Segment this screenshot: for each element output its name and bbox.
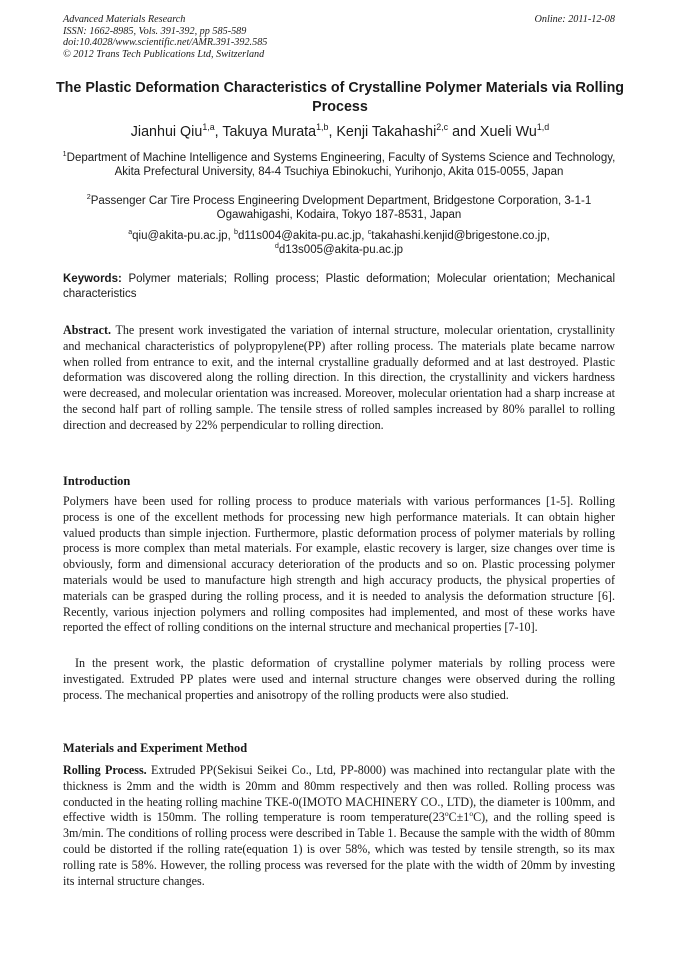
rolling-process-paragraph: [63, 763, 615, 889]
author-name: Kenji Takahashi: [336, 124, 437, 140]
email-link[interactable]: qiu@akita-pu.ac.jp: [132, 230, 228, 242]
keywords: [63, 272, 615, 302]
abstract-text: The present work investigated the variation of internal structure, molecular orientation, crystallinity and mechanical characteristics of polypropylene(PP) after rolling process. The materials plate became narrow when rolled from entrance to exit, and the internal crystalline gradually deformed and at last destroyed. Plastic deformation was discovered along the rolling direction. In this direction, the crystallinity and vickers hardness were decreased, and molecular orientation was increased. Moreover, molecular orientation had a sharp increase at the second half part of rolling sample. The tensile stress of rolled samples increased by 80% parallel to rolling direction and decreased by 22% perpendicular to rolling direction.: [63, 323, 615, 432]
keywords-label: Keywords:: [63, 273, 122, 285]
email-mark: d: [274, 242, 279, 251]
section-heading-materials: Materials and Experiment Method: [63, 741, 248, 755]
email-mark: c: [367, 228, 372, 237]
journal-name: Advanced Materials Research: [63, 14, 186, 25]
abstract: [63, 323, 615, 434]
affiliation-text: Passenger Car Tire Process Engineering Dvelopment Department, Bridgestone Corporation, 3-1-1 Ogawahigashi, Kodaira, Tokyo 187-8531, Japan: [90, 195, 592, 222]
affiliation-mark: 1: [62, 150, 67, 159]
email-mark: a: [128, 228, 133, 237]
rolling-process-label: Rolling Process.: [63, 763, 147, 777]
journal-issn: ISSN: 1662-8985, Vols. 391-392, pp 585-589: [63, 25, 247, 37]
email-mark: b: [233, 228, 238, 237]
rolling-text: C±1: [448, 810, 470, 825]
keywords-text: Polymer materials; Rolling process; Plastic deformation; Molecular orientation; Mechanical characteristics: [63, 273, 615, 300]
abstract-label: Abstract.: [63, 323, 112, 337]
email-link[interactable]: takahashi.kenjid@brigestone.co.jp: [371, 230, 547, 242]
author-affiliation-mark: 1,b: [316, 122, 329, 133]
introduction-paragraph-2: In the present work, the plastic deformation of crystalline polymer materials by rolling process were investigated. Extruded PP plates were used and internal structure changes were observed during the rolling process. The mechanical properties and anisotropy of the rolling products were also studied.: [63, 656, 615, 702]
author-list: [40, 123, 640, 141]
rolling-text: C), and the rolling speed is 3m/min. The conditions of rolling process were described in Table 1. Because the sample with the width of 80mm could be distorted if the rolling rate(equation 1) is over 58%, which was tested by tensile strength, so its max rolling rate is 58%. However, the rolling process was reversed for the plate with the width of 20mm by investing its internal structure changes.: [63, 810, 616, 888]
author-name: Jianhui Qiu: [130, 124, 203, 140]
email-separator: ,: [546, 230, 550, 242]
affiliation-text: Department of Machine Intelligence and Systems Engineering, Faculty of Systems Science and Technology, Akita Prefectural University, 84-4 Tsuchiya Ebinokuchi, Yurihonjo, Akita 015-0055, Japan: [66, 152, 616, 179]
author-emails: [62, 229, 616, 258]
journal-doi: doi:10.4028/www.scientific.net/AMR.391-392.585: [63, 37, 268, 49]
email-link[interactable]: d11s004@akita-pu.ac.jp: [237, 230, 362, 242]
introduction-paragraph-1: Polymers have been used for rolling process to produce materials with various performances [1-5]. Rolling process is one of the excellent methods for processing new high performance materials. It can obtain higher valued products than simple injection. Furthermore, plastic deformation process of polymer materials by rolling process is more complex than metal materials. For example, elastic recovery is larger, size changes over time is obviously, form and dimensional accuracy deterioration of the products and so on. Plastic processing polymer materials would be used to manufacture high strength and high accuracy products, the physical properties of materials can be grasped during the rolling process, and it is needed to analysis the deformation structure [6]. Recently, various injection polymers and rolling composites had implemented, and most of these works have reported the effect of rolling conditions on the internal structure and mechanical properties [7-10].: [63, 494, 615, 635]
journal-copyright: © 2012 Trans Tech Publications Ltd, Switzerland: [63, 48, 265, 60]
affiliation-mark: 2: [86, 193, 91, 202]
author-separator: and: [448, 124, 480, 140]
degree-mark: o: [469, 809, 474, 819]
paper-title: The Plastic Deformation Characteristics of Crystalline Polymer Materials via Rolling Process: [55, 80, 625, 115]
affiliation-2: [62, 194, 616, 223]
author-name: Xueli Wu: [479, 124, 537, 140]
author-affiliation-mark: 1,d: [536, 122, 550, 133]
email-separator: ,: [361, 230, 368, 242]
author-separator: ,: [328, 124, 337, 140]
author-affiliation-mark: 2,c: [436, 122, 449, 133]
degree-mark: o: [444, 809, 449, 819]
email-separator: ,: [227, 230, 234, 242]
affiliation-1: [62, 151, 616, 180]
author-separator: ,: [214, 124, 223, 140]
rolling-text: Extruded PP(Sekisui Seikei Co., Ltd, PP-8000) was machined into rectangular plate with the thickness is 2mm and the width is 20mm and 80mm respectively and then was rolled. Rolling process was conducted in the heating rolling machine TKE-0(IMOTO MACHINERY CO., LTD), the diameter is 100mm, and effective width is 150mm. The rolling temperature is room temperature(23: [63, 763, 615, 825]
section-heading-introduction: Introduction: [63, 474, 131, 488]
journal-header: [63, 14, 615, 60]
author-name: Takuya Murata: [222, 124, 317, 140]
email-link[interactable]: d13s005@akita-pu.ac.jp: [278, 244, 404, 257]
author-affiliation-mark: 1,a: [202, 122, 215, 133]
online-date: Online: 2011-12-08: [534, 14, 615, 25]
